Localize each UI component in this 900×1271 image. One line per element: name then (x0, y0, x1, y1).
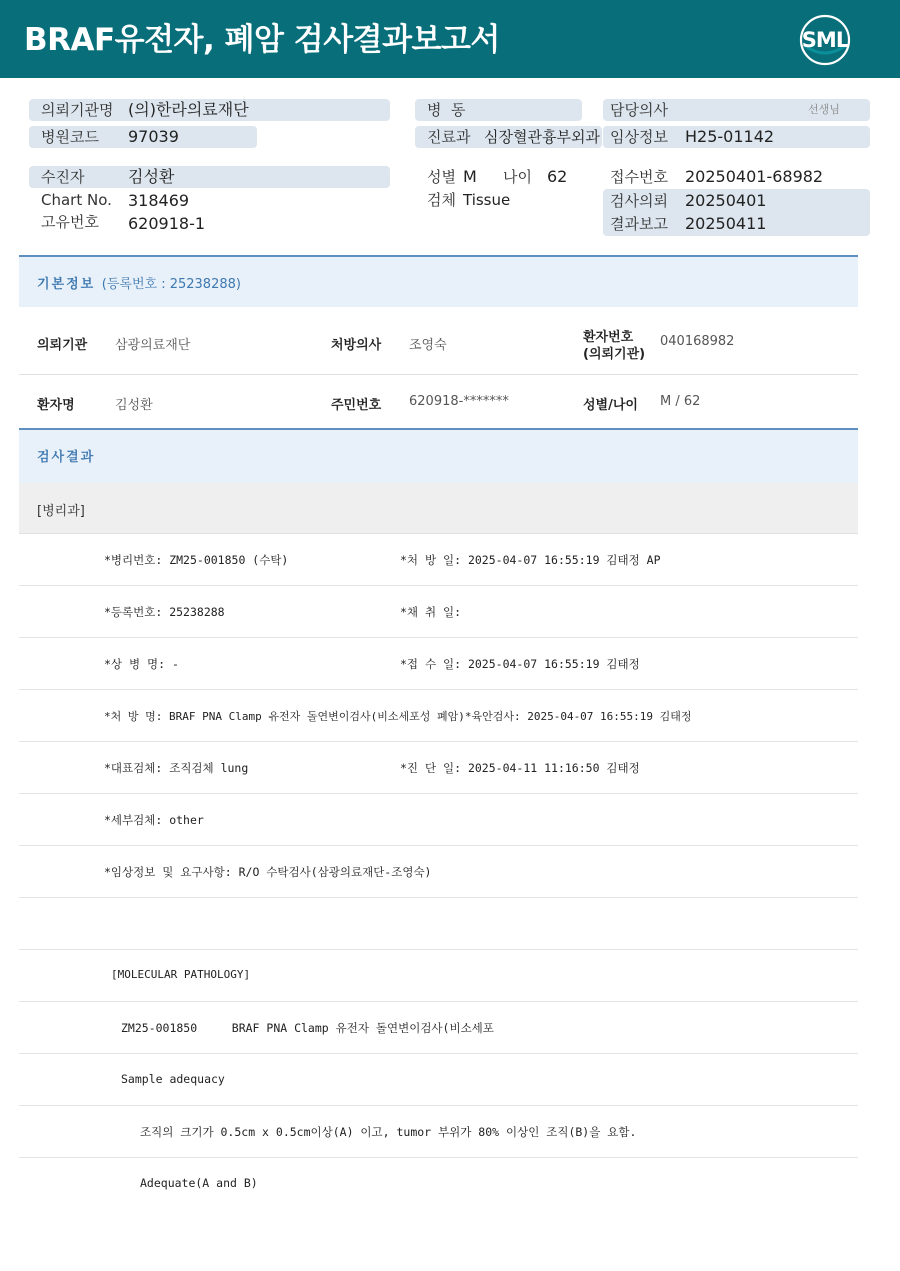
sex-label: 성별 (427, 168, 456, 186)
dept-label: 진료과 (427, 128, 471, 146)
collect-date: *채 취 일: (400, 605, 462, 619)
dept-name: [병리과] (37, 504, 85, 519)
disease: *상 병 명: - (104, 657, 179, 671)
request-org-value: (의)한라의료재단 (128, 100, 249, 119)
dept-value: 심장혈관흉부외과 (484, 128, 600, 146)
sml-logo (797, 12, 853, 68)
result-row-5 (19, 742, 858, 794)
path-no: *병리번호: ZM25-001850 (수탁) (104, 553, 289, 567)
sexage-label: 성별/나이 (583, 398, 638, 413)
sex-value: M (463, 167, 477, 186)
result-row-2 (19, 586, 858, 638)
basic-reg-sub: (등록번호 : 25238288) (101, 277, 241, 292)
rx-name: *처 방 명: BRAF PNA Clamp 유전자 돌연변이검사(비소세포성 폐암)*육안검사: 2025-04-07 16:55:19 김태정 (104, 710, 692, 723)
specimen-value: Tissue (463, 191, 511, 209)
mol-path-heading: [MOLECULAR PATHOLOGY] (111, 968, 251, 981)
patient-label: 수진자 (41, 168, 85, 186)
result-row-empty (19, 898, 858, 950)
name-value: 김성환 (115, 398, 153, 413)
receipt-label: 접수번호 (610, 168, 668, 186)
result-row-12 (19, 1158, 858, 1210)
dx-date: *진 단 일: 2025-04-11 11:16:50 김태정 (400, 761, 640, 775)
report-header (0, 0, 900, 78)
result-row-1 (19, 534, 858, 586)
request-org-label: 의뢰기관명 (41, 101, 114, 119)
results-title: 검사결과 (37, 450, 96, 465)
recv-date: *접 수 일: 2025-04-07 16:55:19 김태정 (400, 657, 640, 671)
sexage-value: M / 62 (660, 394, 701, 409)
specimen-label: 검체 (427, 191, 456, 209)
sub-specimen: *세부검체: other (104, 813, 204, 827)
ssn-value: 620918-******* (409, 394, 509, 409)
name-label: 환자명 (37, 398, 75, 413)
org-label: 의뢰기관 (37, 338, 88, 353)
unique-value: 620918-1 (128, 214, 206, 233)
result-value: 20250411 (685, 214, 767, 233)
doctor-suffix: 선생님 (808, 103, 840, 116)
hospital-code-label: 병원코드 (41, 128, 99, 146)
result-row-11 (19, 1106, 858, 1158)
ward-label: 병 동 (427, 101, 466, 119)
result-row-6 (19, 794, 858, 846)
reg-no: *등록번호: 25238288 (104, 605, 225, 619)
receipt-value: 20250401-68982 (685, 167, 824, 186)
logo-text: SML (801, 28, 849, 52)
dept-band (19, 483, 858, 534)
unique-label: 고유번호 (41, 213, 99, 231)
rx-date: *처 방 일: 2025-04-07 16:55:19 김태정 AP (400, 553, 661, 567)
rep-specimen: *대표검체: 조직검체 lung (104, 761, 249, 775)
result-row-7 (19, 846, 858, 898)
adequacy-criteria: 조직의 크기가 0.5cm x 0.5cm이상(A) 이고, tumor 부위가 80% 이상인 조직(B)을 요함. (140, 1125, 637, 1139)
report-title: BRAF유전자, 폐암 검사결과보고서 (24, 22, 500, 58)
basic-info-title-text: 기본정보 (37, 277, 96, 292)
ssn-label: 주민번호 (331, 398, 382, 413)
clinical-value: H25-01142 (685, 127, 775, 146)
age-value: 62 (547, 167, 568, 186)
basic-info-title (37, 273, 241, 292)
result-row-10 (19, 1054, 858, 1106)
result-row-4 (19, 690, 858, 742)
prescriber-label: 처방의사 (331, 338, 382, 353)
age-label: 나이 (503, 168, 532, 186)
hospital-code-value: 97039 (128, 127, 179, 146)
test-req-value: 20250401 (685, 191, 767, 210)
basic-info-header (19, 255, 858, 307)
test-req-label: 검사의뢰 (610, 192, 668, 210)
clin-info: *임상정보 및 요구사항: R/O 수탁검사(삼광의료재단-조영숙) (104, 865, 432, 879)
doctor-label: 담당의사 (610, 101, 668, 119)
patno-label-2: (의뢰기관) (583, 347, 646, 362)
result-row-8 (19, 950, 858, 1002)
test-line: ZM25-001850 BRAF PNA Clamp 유전자 돌연변이검사(비소세포 (121, 1021, 494, 1035)
result-row-9 (19, 1002, 858, 1054)
results-header (19, 428, 858, 483)
sample-adequacy: Sample adequacy (121, 1072, 225, 1086)
result-row-3 (19, 638, 858, 690)
patno-label-1: 환자번호 (583, 330, 634, 345)
org-value: 삼광의료재단 (115, 338, 191, 353)
basic-info-row-2 (19, 376, 858, 436)
clinical-label: 임상정보 (610, 128, 668, 146)
adequate-result: Adequate(A and B) (140, 1176, 258, 1190)
result-label: 결과보고 (610, 215, 668, 233)
patient-value: 김성환 (128, 167, 175, 186)
patno-value: 040168982 (660, 334, 735, 349)
chart-value: 318469 (128, 191, 190, 210)
basic-info-row-1 (19, 315, 858, 375)
prescriber-value: 조영숙 (409, 338, 447, 353)
chart-label: Chart No. (41, 191, 112, 209)
